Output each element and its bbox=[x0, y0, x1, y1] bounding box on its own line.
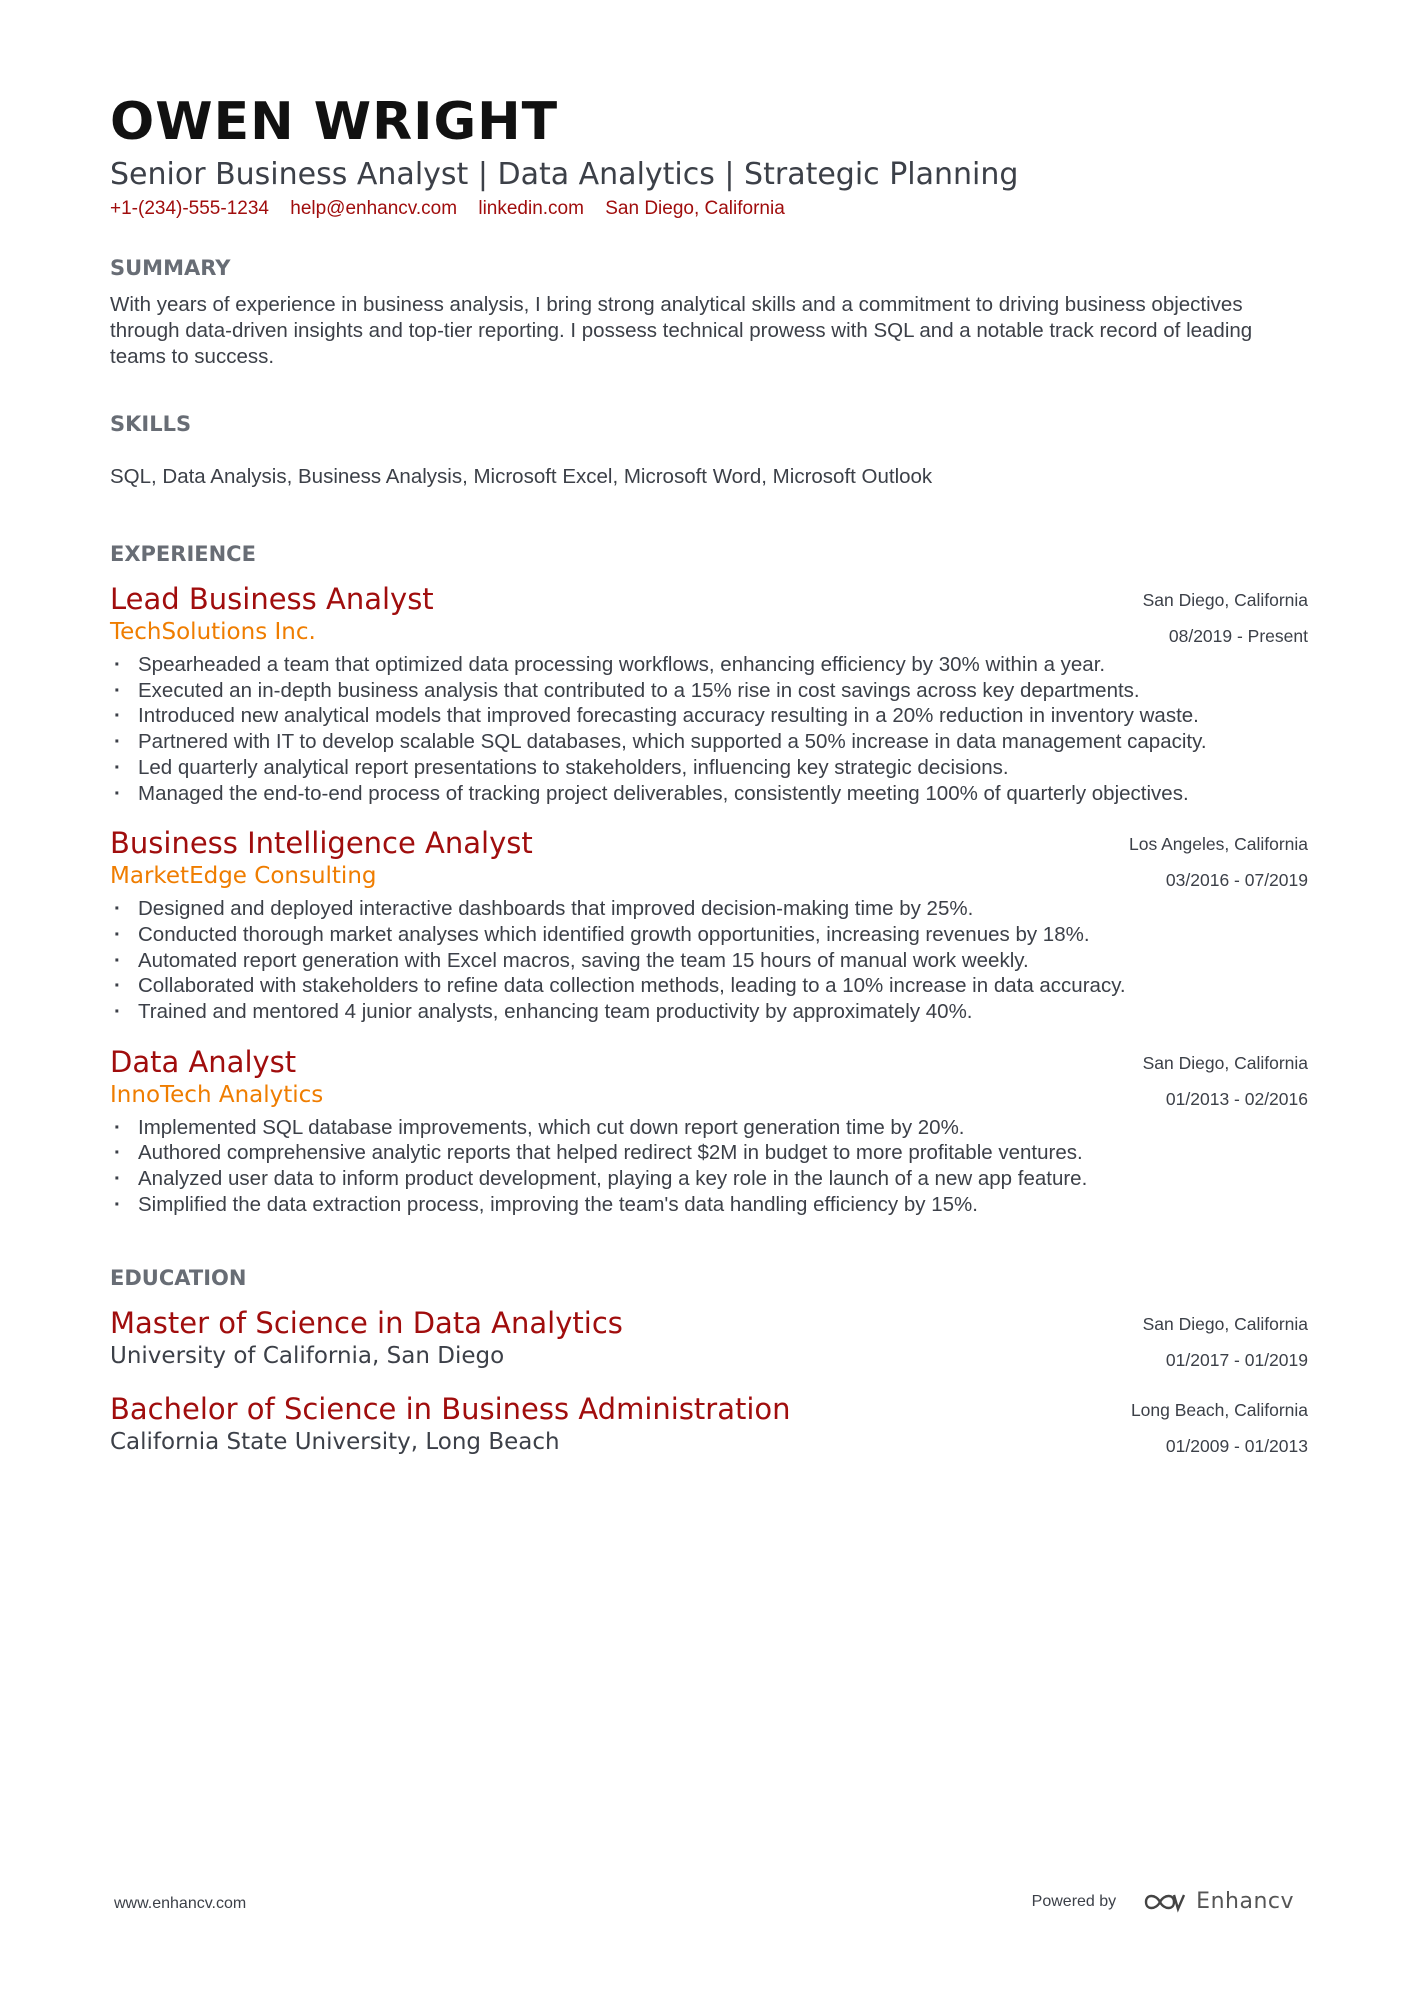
bullet-item: · Partnered with IT to develop scalable SQL databases, which supported a 50% increase in data management capacity. bbox=[110, 729, 1308, 755]
bullet-item: · Simplified the data extraction process, improving the team's data handling efficiency by 15%. bbox=[110, 1192, 1308, 1218]
bullet-item: · Designed and deployed interactive dashboards that improved decision-making time by 25%. bbox=[110, 896, 1308, 922]
bullet-item: · Conducted thorough market analyses which identified growth opportunities, increasing revenues by 18%. bbox=[110, 922, 1308, 948]
education-entry bbox=[110, 1392, 1308, 1458]
skills-heading: SKILLS bbox=[110, 412, 192, 436]
education-meta bbox=[1131, 1392, 1308, 1464]
job-meta bbox=[1143, 582, 1308, 654]
bullet-item: · Implemented SQL database improvements, which cut down report generation time by 20%. bbox=[110, 1115, 1308, 1141]
job-bullets bbox=[110, 652, 1308, 806]
headline: Senior Business Analyst | Data Analytics | Strategic Planning bbox=[110, 157, 1019, 192]
job-title: Data Analyst bbox=[110, 1044, 297, 1079]
bullet-item: · Trained and mentored 4 junior analysts, enhancing team productivity by approximately 40%. bbox=[110, 999, 1308, 1025]
job-bullets bbox=[110, 1115, 1308, 1218]
job-meta bbox=[1143, 1045, 1308, 1117]
summary-text: With years of experience in business analysis, I bring strong analytical skills and a commitment to driving business objectives through data-driven insights and top-tier reporting. I possess technical prowess with SQL and a notable track record of leading teams to success. bbox=[110, 293, 1253, 368]
email-link[interactable]: help@enhancv.com bbox=[290, 198, 458, 219]
company-name: InnoTech Analytics bbox=[110, 1081, 324, 1108]
job-location: San Diego, California bbox=[1142, 590, 1308, 610]
job-dates: 08/2019 - Present bbox=[1168, 626, 1308, 646]
candidate-name: OWEN WRIGHT bbox=[110, 92, 559, 152]
job-title: Lead Business Analyst bbox=[110, 582, 434, 616]
experience-heading: EXPERIENCE bbox=[110, 542, 256, 566]
education-location: Long Beach, California bbox=[1130, 1399, 1308, 1420]
company-name: TechSolutions Inc. bbox=[110, 619, 316, 645]
resume-page bbox=[110, 92, 1308, 1458]
bullet-item: · Led quarterly analytical report presentations to stakeholders, influencing key strategic decisions. bbox=[110, 755, 1308, 781]
job-location: Los Angeles, California bbox=[1129, 834, 1308, 855]
education-meta bbox=[1143, 1306, 1308, 1378]
linkedin-link[interactable]: linkedin.com bbox=[478, 198, 584, 219]
bullet-item: · Analyzed user data to inform product development, playing a key role in the launch of a new app feature. bbox=[110, 1166, 1308, 1192]
powered-by[interactable] bbox=[1032, 1889, 1294, 1914]
degree-title: Master of Science in Data Analytics bbox=[110, 1305, 623, 1340]
education-dates: 01/2017 - 01/2019 bbox=[1165, 1349, 1308, 1370]
bullet-item: · Automated report generation with Excel macros, saving the team 15 hours of manual work weekly. bbox=[110, 948, 1308, 974]
location-text: San Diego, California bbox=[605, 198, 785, 219]
contact-bar bbox=[110, 196, 1308, 222]
bullet-item: · Executed an in-depth business analysis that contributed to a 15% rise in cost savings across key departments. bbox=[110, 678, 1308, 704]
job-dates: 03/2016 - 07/2019 bbox=[1165, 870, 1308, 891]
experience-entry bbox=[110, 826, 1308, 1025]
bullet-item: · Authored comprehensive analytic reports that helped redirect $2M in budget to more profitable ventures. bbox=[110, 1140, 1308, 1166]
job-title: Business Intelligence Analyst bbox=[110, 826, 533, 861]
education-location: San Diego, California bbox=[1142, 1313, 1308, 1334]
job-meta bbox=[1129, 826, 1308, 898]
enhancv-brand-text: Enhancv bbox=[1196, 1889, 1294, 1914]
summary-heading: SUMMARY bbox=[110, 256, 231, 280]
experience-entry bbox=[110, 1045, 1308, 1218]
job-dates: 01/2013 - 02/2016 bbox=[1165, 1088, 1308, 1109]
degree-title: Bachelor of Science in Business Administration bbox=[110, 1391, 791, 1426]
job-location: San Diego, California bbox=[1142, 1052, 1308, 1073]
school-name: University of California, San Diego bbox=[110, 1342, 505, 1369]
company-name: MarketEdge Consulting bbox=[110, 863, 377, 890]
footer-website-link[interactable]: www.enhancv.com bbox=[114, 1895, 247, 1912]
enhancv-logo-icon bbox=[1142, 1890, 1188, 1914]
education-entry bbox=[110, 1306, 1308, 1372]
education-dates: 01/2009 - 01/2013 bbox=[1165, 1435, 1308, 1456]
experience-entry bbox=[110, 582, 1308, 806]
education-heading: EDUCATION bbox=[110, 1265, 247, 1290]
bullet-item: · Spearheaded a team that optimized data processing workflows, enhancing efficiency by 30% within a year. bbox=[110, 652, 1308, 678]
powered-by-label: Powered by bbox=[1031, 1892, 1117, 1910]
job-bullets bbox=[110, 896, 1308, 1025]
school-name: California State University, Long Beach bbox=[110, 1428, 560, 1455]
skills-list: SQL, Data Analysis, Business Analysis, Microsoft Excel, Microsoft Word, Microsoft Outlook bbox=[110, 465, 933, 488]
bullet-item: · Managed the end-to-end process of tracking project deliverables, consistently meeting 100% of quarterly objectives. bbox=[110, 781, 1308, 807]
bullet-item: · Collaborated with stakeholders to refine data collection methods, leading to a 10% increase in data accuracy. bbox=[110, 973, 1308, 999]
bullet-item: · Introduced new analytical models that improved forecasting accuracy resulting in a 20% reduction in inventory waste. bbox=[110, 703, 1308, 729]
phone-link[interactable]: +1-(234)-555-1234 bbox=[110, 198, 269, 219]
